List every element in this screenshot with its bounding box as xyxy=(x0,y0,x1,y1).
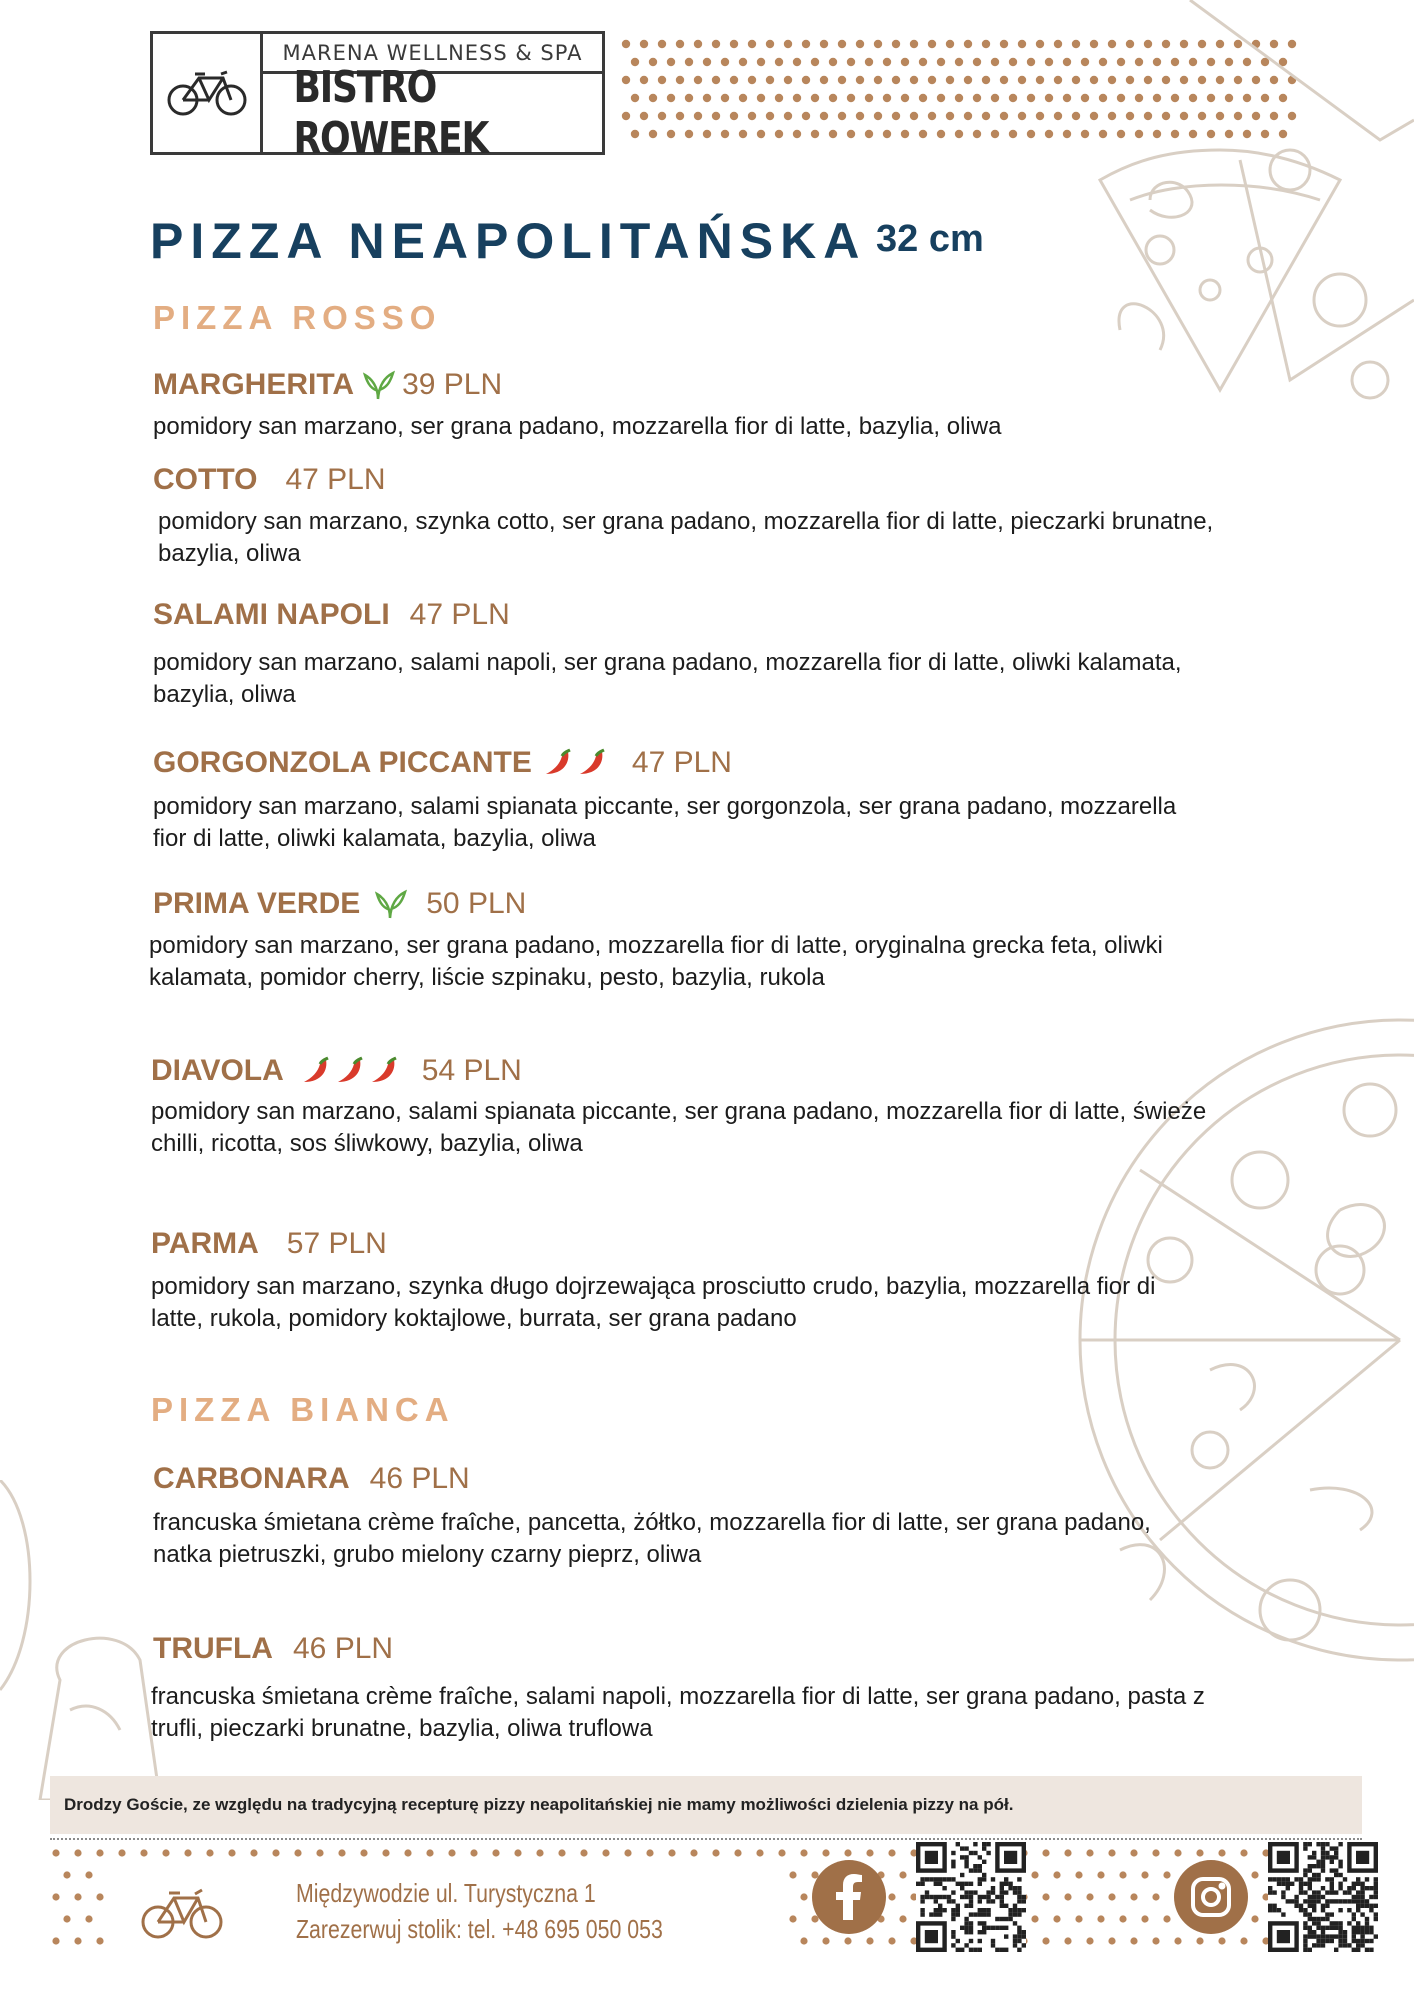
pizza-size: 32 cm xyxy=(876,218,984,260)
menu-item-salami-napoli xyxy=(153,598,510,632)
item-name: GORGONZOLA PICCANTE xyxy=(153,746,532,779)
item-price: 46 PLN xyxy=(292,1632,394,1665)
menu-item-parma xyxy=(151,1227,387,1261)
pizza-slices-illustration xyxy=(1040,0,1414,460)
menu-item-gorgonzola-piccante xyxy=(153,746,732,780)
item-description: pomidory san marzano, szynka długo dojrzewająca prosciutto crudo, bazylia, mozzarella fior di latte, rukola, pomidory koktajlowe, burrata, ser grana padano xyxy=(151,1273,1156,1332)
item-description: francuska śmietana crème fraîche, pancetta, żółtko, mozzarella fior di latte, ser grana padano, natka pietruszki, grubo mielony czarny pieprz, oliwa xyxy=(153,1509,1151,1568)
menu-item-trufla xyxy=(153,1632,393,1666)
item-name: TRUFLA xyxy=(153,1632,273,1665)
chili-icon xyxy=(298,1056,330,1086)
chili-icon xyxy=(366,1056,398,1086)
menu-item-margherita xyxy=(153,368,502,402)
item-price: 47 PLN xyxy=(409,598,510,631)
menu-item-carbonara xyxy=(153,1462,470,1496)
qr-code-facebook[interactable] xyxy=(916,1842,1026,1952)
bicycle-icon xyxy=(140,1880,224,1947)
item-name: PRIMA VERDE xyxy=(153,887,361,920)
footer-address: Międzywodzie ul. Turystyczna 1 xyxy=(296,1878,596,1908)
item-description: pomidory san marzano, salami spianata piccante, ser gorgonzola, ser grana padano, mozzarella fior di latte, oliwki kalamata, bazylia, oliwa xyxy=(153,793,1177,852)
item-description: pomidory san marzano, salami spianata piccante, ser grana padano, mozzarella fior di latte, świeże chilli, ricotta, sos śliwkowy, bazylia, oliwa xyxy=(151,1098,1207,1157)
chili-icon xyxy=(332,1056,364,1086)
menu-item-cotto xyxy=(153,463,386,497)
item-description: francuska śmietana crème fraîche, salami napoli, mozzarella fior di latte, ser grana padano, pasta z trufli, pieczarki brunatne, bazylia, oliwa truflowa xyxy=(151,1683,1205,1742)
facebook-icon[interactable] xyxy=(812,1860,886,1934)
item-price: 46 PLN xyxy=(369,1462,470,1495)
item-name: MARGHERITA xyxy=(153,368,355,401)
item-name: CARBONARA xyxy=(153,1462,350,1495)
logo-subtitle: MARENA WELLNESS & SPA xyxy=(263,34,602,74)
chili-icon xyxy=(540,748,572,778)
page-title: PIZZA NEAPOLITAŃSKA xyxy=(150,213,867,269)
item-price: 47 PLN xyxy=(285,463,386,496)
note-text: Drodzy Goście, ze względu na tradycyjną recepturę pizzy neapolitańskiej nie mamy możliwości dzielenia pizzy na pół. xyxy=(64,1795,1014,1814)
bicycle-icon xyxy=(165,70,249,116)
logo-icon-cell xyxy=(153,34,263,152)
item-description: pomidory san marzano, ser grana padano, mozzarella fior di latte, bazylia, oliwa xyxy=(153,413,1002,440)
item-price: 47 PLN xyxy=(631,746,732,779)
section-pizza-rosso: PIZZA ROSSO xyxy=(153,299,442,336)
menu-item-prima-verde xyxy=(153,887,526,921)
leaf-icon xyxy=(362,369,396,401)
item-name: COTTO xyxy=(153,463,258,496)
logo xyxy=(150,31,605,164)
instagram-icon[interactable] xyxy=(1174,1860,1248,1934)
leaf-icon xyxy=(374,888,408,920)
footer-reservation: Zarezerwuj stolik: tel. +48 695 050 053 xyxy=(296,1914,663,1944)
section-pizza-bianca: PIZZA BIANCA xyxy=(151,1391,455,1428)
item-name: SALAMI NAPOLI xyxy=(153,598,390,631)
item-price: 39 PLN xyxy=(402,368,503,401)
menu-item-diavola xyxy=(151,1054,522,1088)
item-price: 50 PLN xyxy=(426,887,527,920)
item-description: pomidory san marzano, salami napoli, ser grana padano, mozzarella fior di latte, oliwki kalamata, bazylia, oliwa xyxy=(153,649,1182,708)
item-name: DIAVOLA xyxy=(151,1054,284,1087)
item-price: 54 PLN xyxy=(421,1054,522,1087)
divider xyxy=(50,1838,1362,1840)
item-name: PARMA xyxy=(151,1227,259,1260)
chili-icon xyxy=(574,748,606,778)
item-description: pomidory san marzano, ser grana padano, mozzarella fior di latte, oryginalna grecka feta, oliwki kalamata, pomidor cherry, liście szpinaku, pesto, bazylia, rukola xyxy=(149,932,1163,991)
qr-code-instagram[interactable] xyxy=(1268,1842,1378,1952)
logo-name: BISTRO ROWEREK xyxy=(293,62,489,164)
item-description: pomidory san marzano, szynka cotto, ser grana padano, mozzarella fior di latte, pieczarki brunatne, bazylia, oliwa xyxy=(158,508,1214,567)
dot-pattern-bottom xyxy=(50,1845,1362,1965)
item-price: 57 PLN xyxy=(286,1227,387,1260)
